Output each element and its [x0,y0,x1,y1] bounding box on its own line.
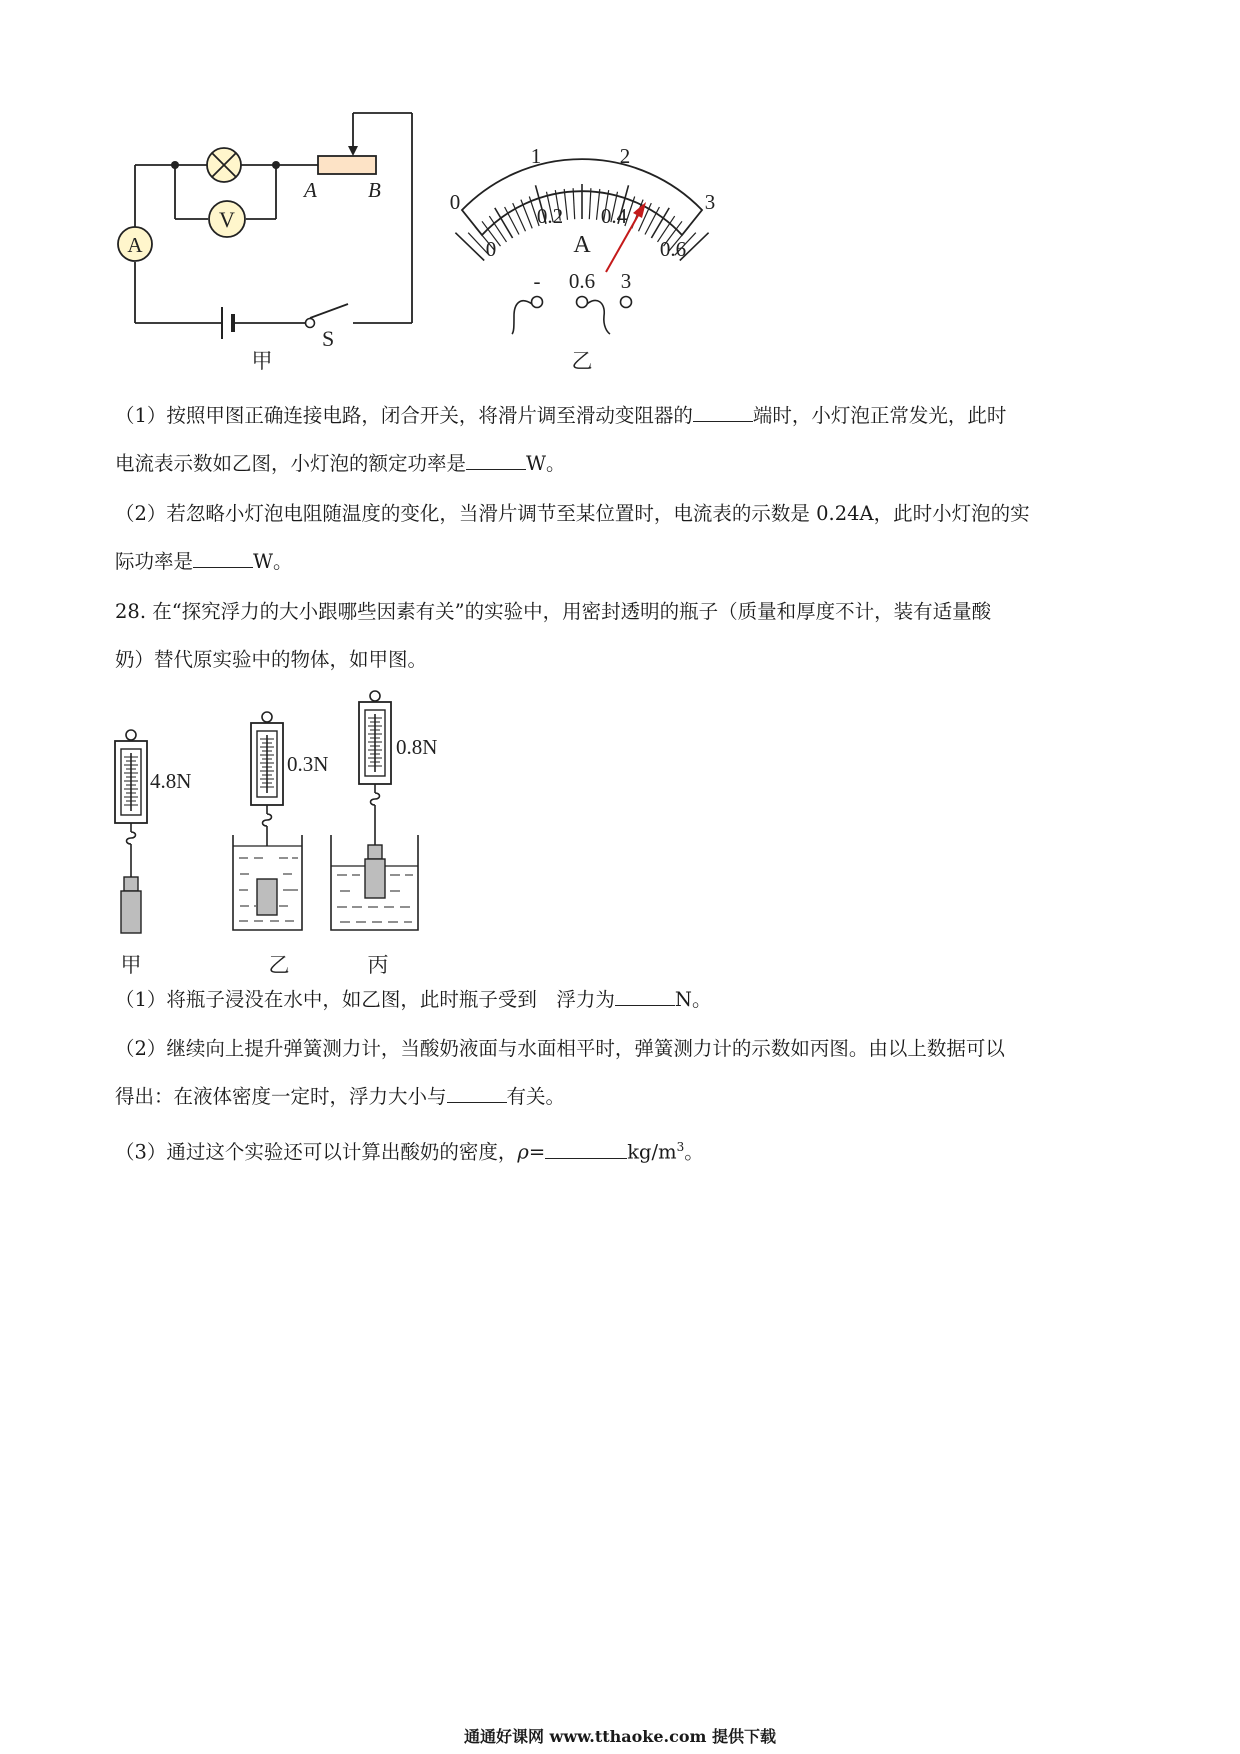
rheostat-symbol [318,146,376,174]
battery-symbol [222,307,233,339]
q27-part1 [115,392,1135,488]
q27-p2-text-b: 际功率是 [115,550,194,573]
reading-yi: 0.3N [287,752,329,776]
top-scale-2: 2 [619,144,631,168]
top-scale-1: 1 [530,144,542,168]
ammeter-label: A [127,233,143,257]
q27-p1-text-d: W。 [526,452,566,475]
q28-p2-text-a: （2）继续向上提升弹簧测力计，当酸奶液面与水面相平时，弹簧测力计的示数如丙图。由以上数据可以 [115,1037,1005,1060]
meter-lead-wires [512,300,610,334]
lamp-symbol [207,148,241,182]
answer-blank[interactable] [545,1136,627,1159]
dial-tick [455,233,484,261]
dial-tick [573,188,575,219]
junction-dot-right [272,161,280,169]
rho-symbol: ρ [517,1140,529,1164]
caption-jia: 甲 [120,953,142,977]
bottom-scale-0.4: 0.4 [600,204,628,228]
q28-part1 [115,976,1135,1024]
bottom-scale-0: 0 [485,237,497,261]
caption-yi: 乙 [268,953,290,977]
terminal-0.6: 0.6 [568,269,596,293]
q28-p2-text-c: 有关。 [506,1085,566,1108]
junction-dot-left [171,161,179,169]
spring-scale-figure [0,680,1240,980]
top-scale-0: 0 [449,190,461,214]
page-footer: 通通好课网 www.tthaoke.com 提供下载 [463,1727,777,1746]
q27-p2-text-a: （2）若忽略小灯泡电阻随温度的变化，当滑片调节至某位置时，电流表的示数是 0.24A，此时小灯泡的实 [115,502,1030,525]
meter-unit: A [573,232,591,258]
q28-p2-text-b: 得出：在液体密度一定时，浮力大小与 [115,1085,447,1108]
meter-terminals [532,297,632,308]
q28-intro [115,588,1135,684]
dial-tick [564,189,567,220]
top-scale-3: 3 [704,190,716,214]
answer-blank[interactable] [615,983,675,1006]
answer-blank[interactable] [466,447,526,470]
q28-p1-text-a: （1）将瓶子浸没在水中，如乙图，此时瓶子受到 浮力为 [115,988,615,1011]
unit-exponent: 3 [676,1140,685,1154]
circuit-and-ammeter-figure [0,0,1240,380]
circuit-diagram [135,113,412,323]
voltmeter-label: V [219,207,235,232]
equals-sign: = [528,1140,546,1164]
ammeter-symbol [118,227,152,261]
voltmeter-symbol [209,201,245,237]
q28-intro-b: 奶）替代原实验中的物体，如甲图。 [115,648,428,671]
q28-part3 [115,1123,1135,1177]
q27-p1-text-b: 端时，小灯泡正常发光，此时 [752,404,1007,427]
terminal-minus: - [533,269,541,293]
q28-p3-end: 。 [684,1140,704,1164]
dial-tick [597,189,600,220]
caption-bing: 丙 [367,953,389,977]
rheostat-end-b: B [368,178,381,202]
q27-p2-text-c: W。 [253,550,293,573]
q27-p1-text-a: （1）按照甲图正确连接电路，闭合开关，将滑片调至滑动变阻器的 [115,404,693,427]
meter-caption: 乙 [571,349,593,373]
bottom-scale-0.6: 0.6 [659,237,687,261]
dial-tick [589,188,591,219]
q28-part2 [115,1025,1135,1121]
reading-bing: 0.8N [396,735,438,759]
q28-p3-text-a: （3）通过这个实验还可以计算出酸奶的密度， [115,1140,518,1164]
answer-blank[interactable] [193,545,253,568]
reading-jia: 4.8N [150,769,192,793]
terminal-3: 3 [620,269,632,293]
q27-p1-text-c: 电流表示数如乙图，小灯泡的额定功率是 [115,452,467,475]
answer-blank[interactable] [447,1080,507,1103]
beaker-yi [233,835,302,930]
rheostat-end-a: A [304,178,317,202]
switch-contact [306,319,315,328]
q27-part2 [115,490,1135,586]
bottom-scale-0.2: 0.2 [536,204,564,228]
circuit-caption: 甲 [251,349,273,373]
spring-scale-jia [115,730,147,933]
spring-scale-bing [359,691,391,859]
answer-blank[interactable] [693,399,753,422]
q28-p1-text-b: N。 [674,988,712,1011]
q28-intro-a: 28. 在“探究浮力的大小跟哪些因素有关”的实验中，用密封透明的瓶子（质量和厚度不计，装有适量酸 [115,600,992,623]
switch-label: S [322,326,335,351]
density-unit: kg/m [627,1140,677,1164]
